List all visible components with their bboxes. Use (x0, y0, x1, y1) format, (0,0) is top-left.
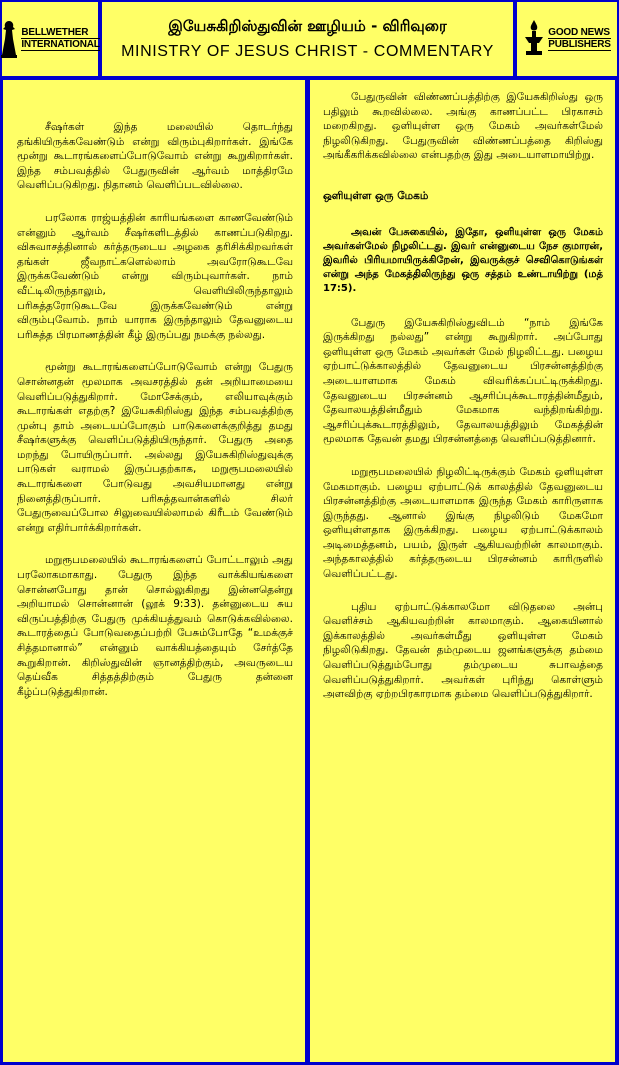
left-logo-line1: BELLWETHER (21, 27, 99, 39)
tamil-title: இயேசுகிறிஸ்துவின் ஊழியம் - விரிவுரை (168, 17, 447, 35)
english-title: MINISTRY OF JESUS CHRIST - COMMENTARY (121, 43, 494, 60)
bellwether-logo (2, 2, 98, 76)
good-news-logo (517, 2, 617, 76)
left-paragraph-1: சீஷர்கள் இந்த மலையில் தொடர்ந்து தங்கியிருக்கவேண்டும் என்று விரும்புகிறார்கள். இங்கே மூன்று கூடாரங்களைப்போடுவோம் என்று கூறுகிறார்கள். இந்த சம்பவத்தில் பேதுருவின் ஆர்வம் மாத்திரமே வெளிப்படுகிறது. நிதானம் வெளிப்படவில்லை. (17, 121, 293, 192)
right-intro-paragraph: பேதுருவின் விண்ணப்பத்திற்கு இயேசுகிறிஸ்து ஒரு பதிலும் கூறவில்லை. அங்கு காணப்பட்ட பிரகாசம் மறைகிறது. ஒளியுள்ள ஒரு மேகம் அவர்கள்மேல் நிழலிடுகிறது. பேதுருவின் விண்ணப்பத்தை கிறிஸ்து அங்கீகரிக்கவில்லை என்பதற்கு இது அடையாளமாயிற்று. (323, 91, 603, 162)
bellwether-sheep-icon (0, 19, 18, 59)
right-logo-line2: PUBLISHERS (548, 39, 611, 50)
left-paragraph-3: மூன்று கூடாரங்களைப்போடுவோம் என்று பேதுரு சொன்னதன் மூலமாக அவசரத்தில் தன் அறியாமையை வெளிப்படுத்துகிறார். மோசேக்கும், எலியாவுக்கும் கூடாரங்கள் எதற்கு? இயேசுகிறிஸ்து இந்த சம்பவத்திற்கு முன்பு தாம் அடையப்போகும் பாடுகளைக்குறித்து தமது சீஷர்களுக்கு வெளிப்படுத்தியிருந்தார். பேதுரு அதை மறந்து போயிருப்பார். அல்லது இயேசுகிறிஸ்துவுக்கு பாடுகள் வராமல் இருப்பதற்காக, மறுரூபமலையில் கூடாரங்களை போடுவது அவசியமானது என்று நினைத்திருப்பார். பரிசுத்தவான்களில் சிலர் பேதுருவைப்போல சிலுவையில்லாமல் கிரீடம் வேண்டும் என்று எதிர்பார்க்கிறார்கள். (17, 361, 293, 534)
right-logo-line1: GOOD NEWS (548, 27, 610, 38)
right-paragraph-3: புதிய ஏற்பாட்டுக்காலமோ விடுதலை அன்பு வெளிச்சம் ஆகியவற்றின் காலமாகும். ஆகையினால் இக்காலத்தில் அவர்கள்மீது ஒளியுள்ள மேகம் நிழலிடுகிறது. தேவன் தம்முடைய ஜனங்களுக்கு தம்மை வெளிப்படுத்தும்போது தம்முடைய சுபாவத்தை வெளிப்படுத்துகிறார். அவர்கள் புரிந்து கொள்ளும் அளவிற்கு ஏற்றபிரகாரமாக தம்மை வெளிப்படுத்துகிறார். (323, 600, 603, 701)
left-column (3, 80, 305, 1062)
left-logo-line2: INTERNATIONAL (21, 39, 100, 50)
right-paragraph-1: பேதுரு இயேசுகிறிஸ்துவிடம் “நாம் இங்கே இருக்கிறது நல்லது” என்று கூறுகிறார். அப்போது ஒளியுள்ள ஒரு மேகம் அவர்கள் மேல் நிழலிட்டது. பழைய ஏற்பாட்டுக்காலத்தில் தேவனுடைய பிரசன்னத்திற்கு அடையாளமாக மேகம் விவரிக்கப்பட்டிருக்கிறது. தேவனுடைய பிரசன்னம் ஆசரிப்புக்கூடாரத்தின்மீதும், தேவாலயத்தின்மீதும் மேகமாக வந்திறங்கிற்று. ஆசரிப்புக்கூடாரத்திலும், தேவாலயத்திலும் மேகத்தின் மூலமாக தேவன் தமது பிரசன்னத்தை வெளிப்படுத்தினார். (323, 316, 603, 446)
right-column (310, 80, 615, 1062)
title-panel (102, 2, 513, 76)
section-heading: ஒளியுள்ள ஒரு மேகம் (323, 189, 429, 202)
left-paragraph-2: பரலோக ராஜ்யத்தின் காரியங்களை காணவேண்டும் என்னும் ஆர்வம் சீஷர்களிடத்தில் காணப்படுகிறது. விசுவாசத்தினால் கர்த்தருடைய அழகை தரிசிக்கிறவர்கள் தங்கள் ஜீவநாட்களெல்லாம் அவரோடுகூடவே இருக்கவேண்டும் என்று விரும்புவார்கள். நாம் வீட்டிலிருந்தாலும், வெளியிலிருந்தாலும் பரிசுத்தரோடுகூடவே இருக்கவேண்டும் என்று விரும்புவோம். நாம் யாராக இருந்தாலும் தேவனுடைய பரிசுத்த பிரமாணத்தின் கீழ் இருப்பது நமக்கு நல்லது. (17, 211, 293, 341)
scripture-quote: அவன் பேசுகையில், இதோ, ஒளியுள்ள ஒரு மேகம் அவர்கள்மேல் நிழலிட்டது. இவர் என்னுடைய நேச குமாரன், இவரில் பிரியமாயிருக்கிறேன், இவருக்குச் செவிகொடுங்கள் என்று அந்த மேகத்திலிருந்து ஒரு சத்தம் உண்டாயிற்று (மத் 17:5). (323, 226, 603, 294)
page-header (2, 2, 617, 76)
lamp-icon (523, 19, 545, 59)
right-paragraph-2: மறுரூபமலையில் நிழலிட்டிருக்கும் மேகம் ஒளியுள்ள மேகமாகும். பழைய ஏற்பாட்டுக் காலத்தில் தேவனுடைய பிரசன்னத்திற்கு அடையாளமாக இருந்த மேகம் காரிருளாக இருந்தது. ஆனால் இங்கு நிழலிடும் மேகமோ ஒளியுள்ளதாக இருக்கிறது. பழைய ஏற்பாட்டுக்காலம் அடிமைத்தனம், பயம், இருள் ஆகியவற்றின் காலமாகும். அந்தகாலத்தில் கர்த்தருடைய பிரசன்னம் காரிருளில் வெளிப்பட்டது. (323, 465, 603, 581)
left-paragraph-4: மறுரூபமலையில் கூடாரங்களைப் போட்டாலும் அது பரலோகமாகாது. பேதுரு இந்த வாக்கியங்களை சொன்னபோது தான் சொல்லுகிறது இன்னதென்று அறியாமல் சொன்னான் (லூக் 9:33). தன்னுடைய சுய விருப்பத்திற்கு பேதுரு முக்கியத்துவம் கொடுக்கவில்லை. கூடாரத்தைப் போடுவதைப்பற்றி பேசும்போதே “உமக்குச் சித்தமானால்” என்னும் வாக்கியத்தையும் சேர்த்தே கூறுகிறான். கிறிஸ்துவின் ஞானத்திற்கும், அவருடைய தெய்வீக சித்தத்திற்கும் பேதுரு தன்னை கீழ்ப்படுத்துகிறான். (17, 554, 293, 698)
